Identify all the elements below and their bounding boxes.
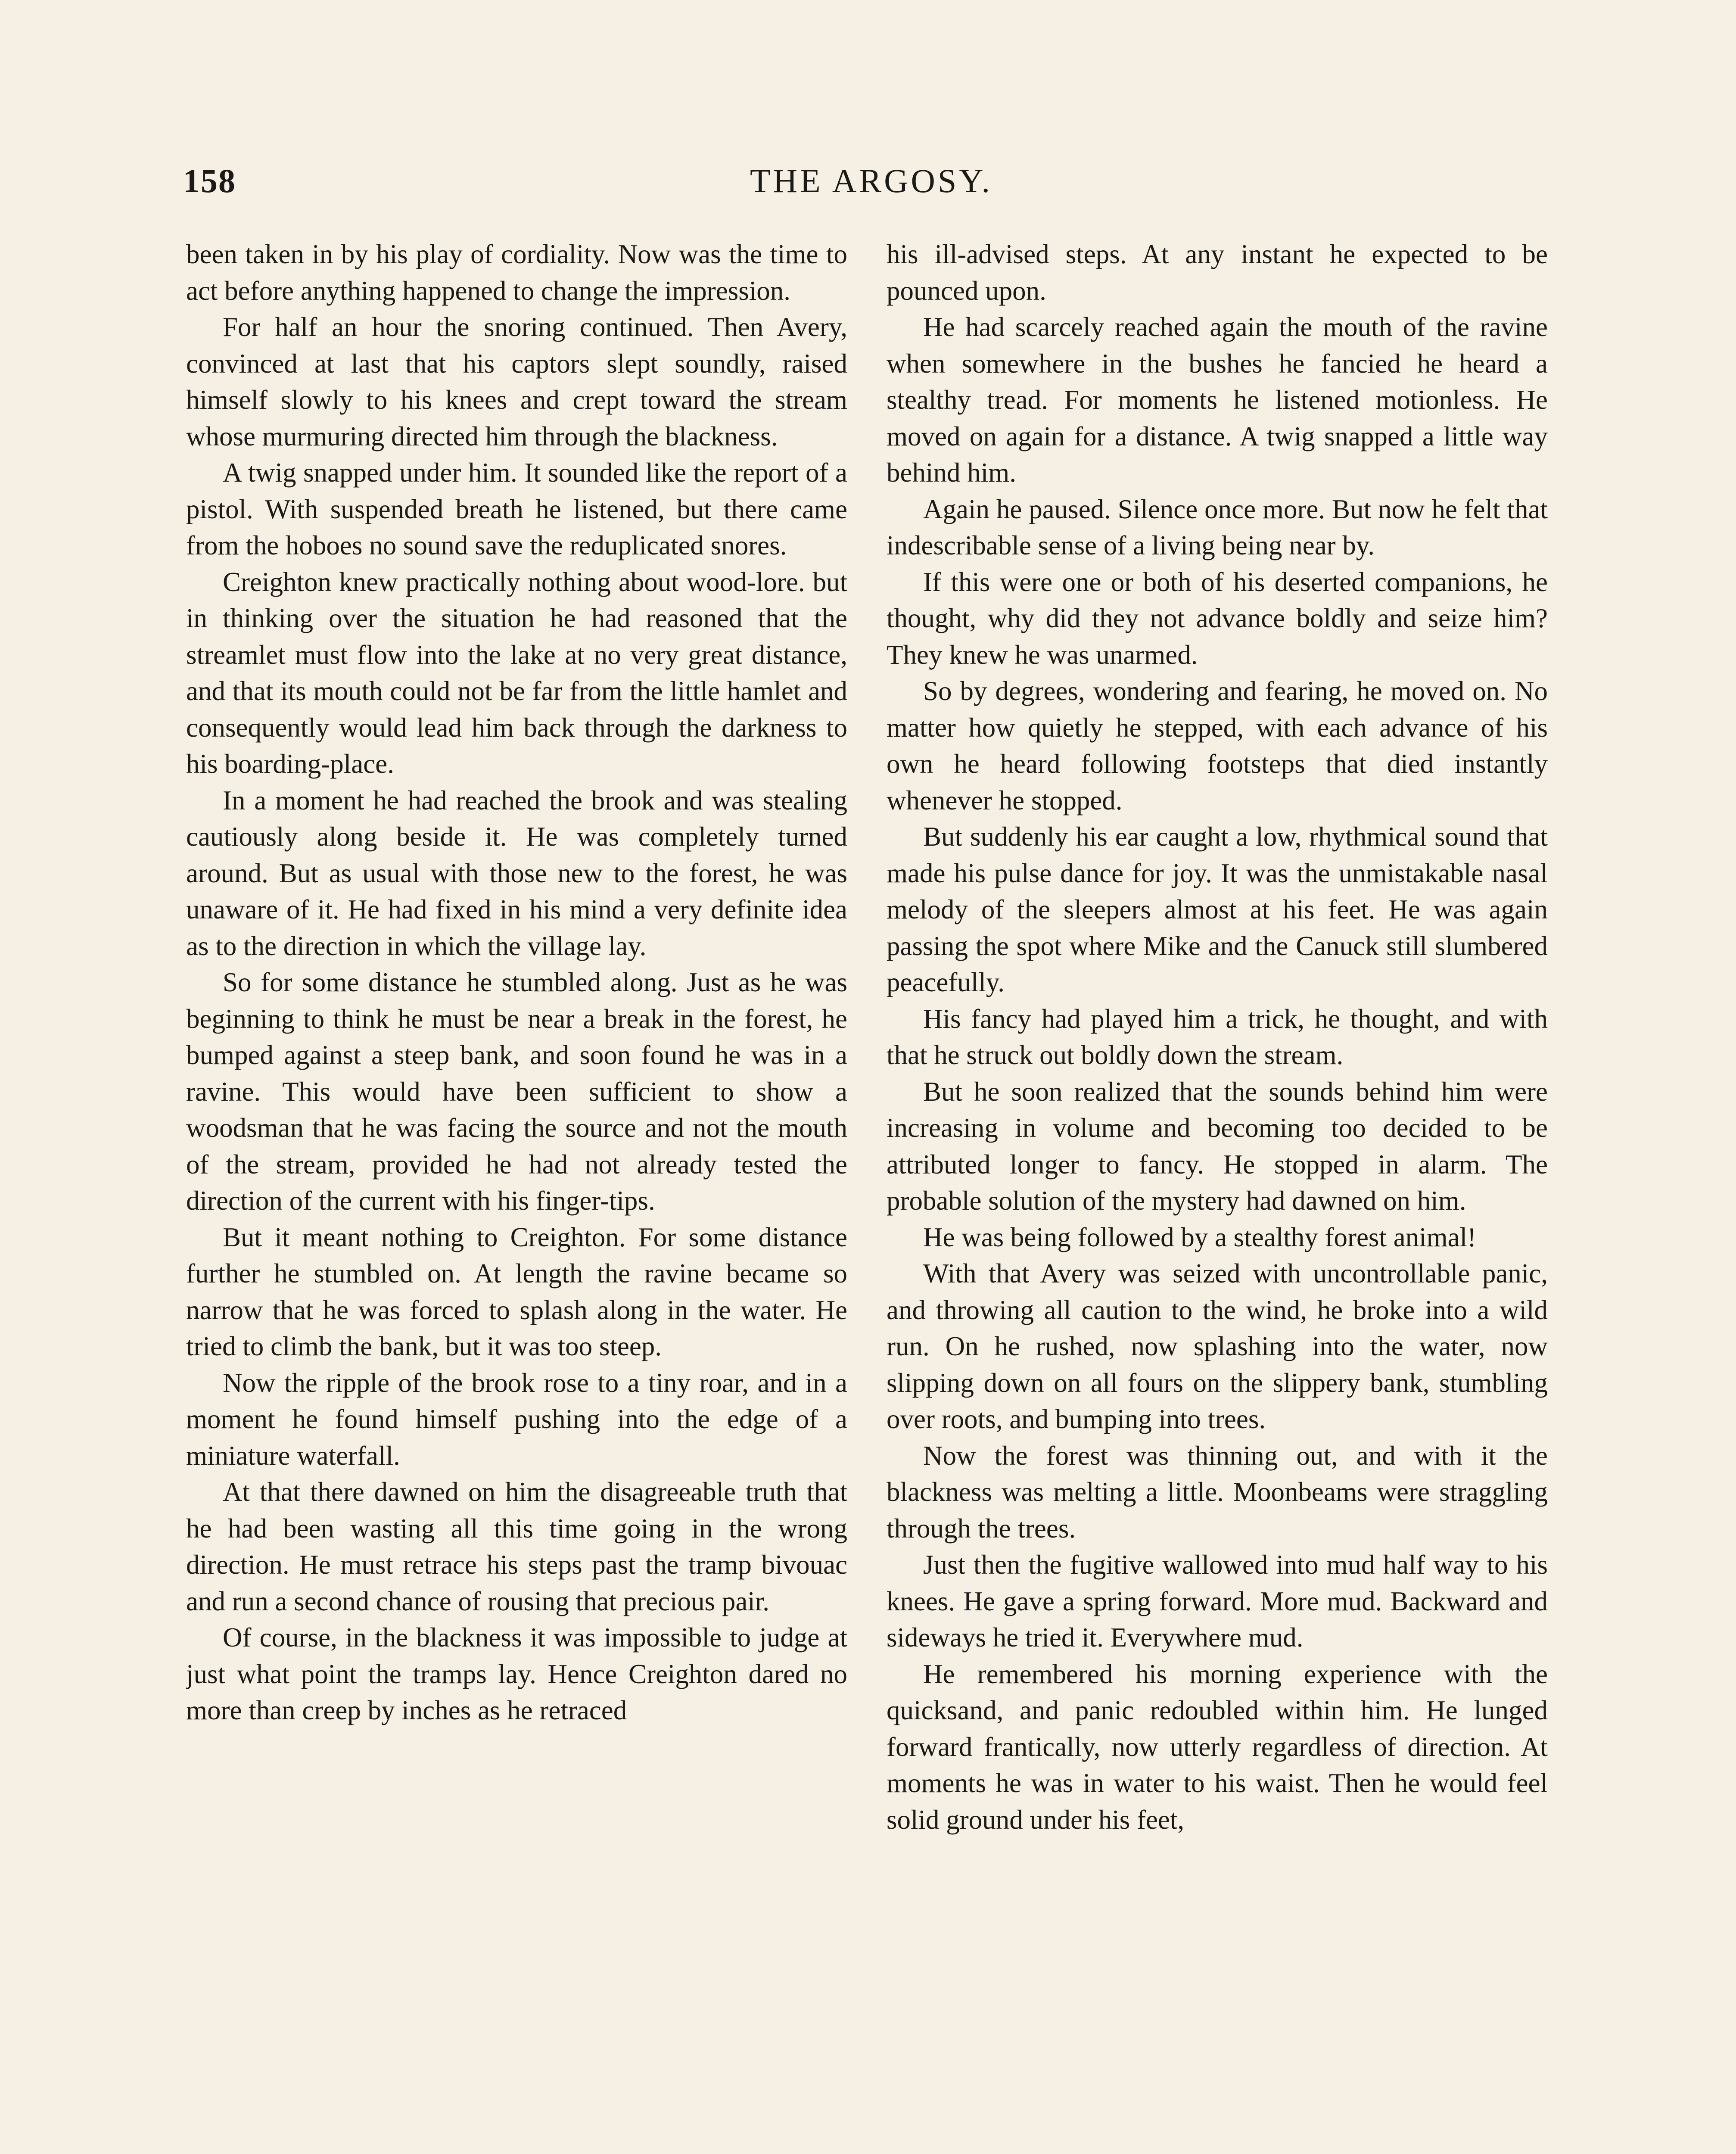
paragraph: A twig snapped under him. It sounded like the report of a pistol. With suspended breath he listened, but there came from the hoboes no sound save the reduplicated snores. (186, 458, 847, 560)
paragraph: At that there dawned on him the disagreeable truth that he had been wasting all this time going in the wrong direction. He must retrace his steps past the tramp bivouac and run a second chance of rousing that precious pair. (186, 1477, 847, 1616)
left-column (186, 236, 847, 2154)
paragraph: But suddenly his ear caught a low, rhythmical sound that made his pulse dance for joy. It was the unmistakable nasal melody of the sleepers almost at his feet. He was again passing the spot where Mike and the Canuck still slumbered peacefully. (887, 822, 1548, 997)
paragraph: Now the forest was thinning out, and with it the blackness was melting a little. Moonbeams were straggling through the trees. (887, 1440, 1548, 1544)
paragraph: Just then the fugitive wallowed into mud half way to his knees. He gave a spring forward. More mud. Backward and sideways he tried it. Everywhere mud. (887, 1550, 1548, 1653)
paragraph: If this were one or both of his deserted companions, he thought, why did they not advance boldly and seize him? They knew he was unarmed. (887, 567, 1548, 670)
paragraph: In a moment he had reached the brook and was stealing cautiously along beside it. He was completely turned around. But as usual with those new to the forest, he was unaware of it. He had fixed in his mind a very definite idea as to the direction in which the village lay. (186, 785, 847, 961)
paragraph: But he soon realized that the sounds behind him were increasing in volume and becoming too decided to be attributed longer to fancy. He stopped in alarm. The probable solution of the mystery had dawned on him. (887, 1076, 1548, 1216)
paragraph: With that Avery was seized with uncontrollable panic, and throwing all caution to the wind, he broke into a wild run. On he rushed, now splashing into the water, now slipping down on all fours on the slippery bank, stumbling over roots, and bumping into trees. (887, 1258, 1548, 1434)
paragraph: Now the ripple of the brook rose to a tiny roar, and in a moment he found himself pushing into the edge of a miniature waterfall. (186, 1367, 847, 1471)
page-header (183, 162, 1559, 209)
page-number: 158 (183, 162, 236, 199)
paragraph: Creighton knew practically nothing about wood-lore. but in thinking over the situation he had reasoned that the streamlet must flow into the lake at no very great distance, and that its mouth could not be far from the little hamlet and consequently would lead him back through the darkness to his boarding-place. (186, 567, 847, 779)
paragraph: been taken in by his play of cordiality. Now was the time to act before anything happened to change the impression. (186, 239, 847, 306)
paragraph: Of course, in the blackness it was impossible to judge at just what point the tramps lay. Hence Creighton dared no more than creep by inches as he retraced (186, 1622, 847, 1725)
paragraph: But it meant nothing to Creighton. For some distance further he stumbled on. At length the ravine became so narrow that he was forced to splash along in the water. He tried to climb the bank, but it was too steep. (186, 1222, 847, 1361)
running-head: THE ARGOSY. (750, 162, 992, 199)
paragraph: So by degrees, wondering and fearing, he moved on. No matter how quietly he stepped, with each advance of his own he heard following footsteps that died instantly whenever he stopped. (887, 676, 1548, 816)
paragraph: So for some distance he stumbled along. Just as he was beginning to think he must be near a break in the forest, he bumped against a steep bank, and soon found he was in a ravine. This would have been sufficient to show a woodsman that he was facing the source and not the mouth of the stream, provided he had not already tested the direction of the current with his finger-tips. (186, 967, 847, 1216)
paragraph: Again he paused. Silence once more. But now he felt that indescribable sense of a living being near by. (887, 494, 1548, 560)
paragraph: His fancy had played him a trick, he thought, and with that he struck out boldly down the stream. (887, 1003, 1548, 1070)
paragraph: his ill-advised steps. At any instant he expected to be pounced upon. (887, 239, 1548, 306)
paragraph: For half an hour the snoring continued. Then Avery, convinced at last that his captors slept soundly, raised himself slowly to his knees and crept toward the stream whose murmuring directed him through the blackness. (186, 312, 847, 451)
paragraph: He was being followed by a stealthy forest animal! (923, 1222, 1477, 1252)
right-column (887, 236, 1548, 2154)
paragraph: He remembered his morning experience with the quicksand, and panic redoubled within him. He lunged forward frantically, now utterly regardless of direction. At moments he was in water to his waist. Then he would feel solid ground under his feet, (887, 1659, 1548, 1835)
paragraph: He had scarcely reached again the mouth of the ravine when somewhere in the bushes he fancied he heard a stealthy tread. For moments he listened motionless. He moved on again for a distance. A twig snapped a little way behind him. (887, 312, 1548, 488)
